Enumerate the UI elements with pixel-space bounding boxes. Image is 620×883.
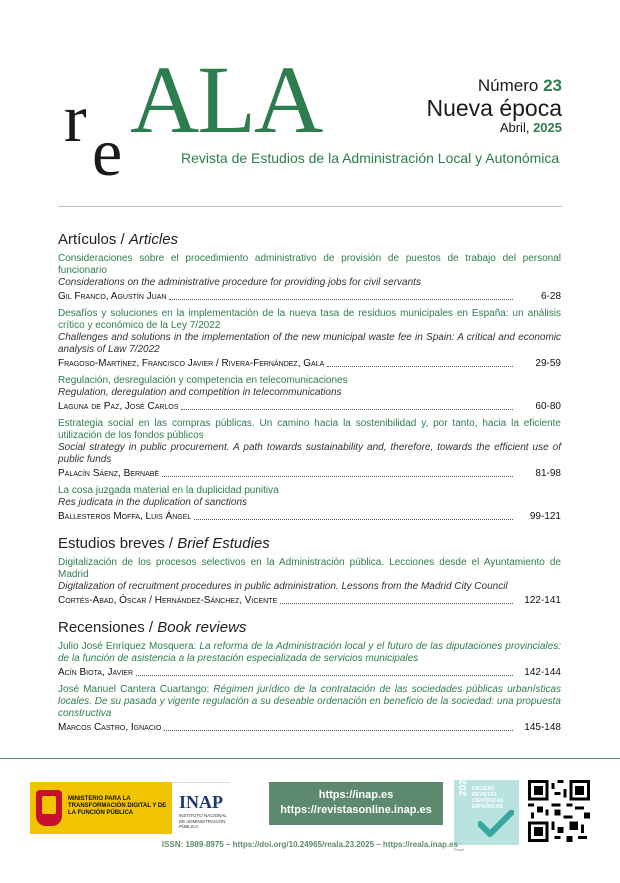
author-line (58, 721, 561, 734)
section-articles (58, 231, 561, 523)
issue-month: Abril, (499, 120, 530, 136)
reviewed-book-author: José Manuel Cantera Cuartango: (58, 684, 214, 695)
leader-dots (136, 675, 513, 676)
checkmark-icon (478, 810, 514, 840)
leader-dots (280, 603, 513, 604)
article-authors: Ballesteros Moffa, Luis Ángel (58, 511, 192, 522)
section-book-reviews (58, 619, 561, 734)
toc-entry[interactable] (58, 375, 561, 413)
issn-doi-line: ISSN: 1989-8975 – https://doi.org/10.24965/reala.23.2025 – https://reala.inap.es (161, 840, 459, 849)
logo-ala: ALA (130, 46, 322, 153)
qr-code-icon[interactable] (528, 780, 590, 842)
logo-letter-r: r (64, 80, 87, 156)
issue-number-line (426, 76, 562, 96)
section-brief-studies (58, 535, 561, 607)
article-authors: Laguna de Paz, José Carlos (58, 401, 179, 412)
seal-caption: Fecyt (454, 847, 464, 852)
author-line (58, 594, 561, 607)
article-title-es[interactable]: La cosa juzgada material en la duplicidad punitiva (58, 485, 279, 496)
ministry-name: MINISTERIO PARA LA TRANSFORMACIÓN DIGITAL Y DE LA FUNCIÓN PÚBLICA (68, 796, 167, 816)
table-of-contents (58, 231, 561, 742)
leader-dots (164, 730, 513, 731)
seal-text: CALIDAD REVISTAS CIENTÍFICAS ESPAÑOLAS (472, 786, 504, 810)
issue-epoch: Nueva época (426, 95, 562, 121)
url-box (269, 782, 443, 825)
leader-dots (181, 409, 513, 410)
article-pages: 81-98 (535, 468, 561, 479)
article-pages: 6-28 (540, 291, 561, 302)
review-title[interactable] (58, 641, 561, 665)
leader-dots (327, 366, 513, 367)
reviewed-book-author: Julio José Enríquez Mosquera: (58, 641, 200, 652)
reviewed-book-title: Régimen jurídico de la contratación de las sociedades públicas urbanísticas locales. De su pasada y vigente regulación a su deseable ordenación en beneficio de la sociedad: una propuesta constructiva (58, 684, 561, 719)
section-title-brief: Estudios breves / Brief Estudies (58, 535, 270, 552)
toc-entry[interactable] (58, 557, 561, 607)
article-authors: Fragoso-Martínez, Francisco Javier / Rivera-Fernández, Gala (58, 358, 325, 369)
section-title-articles: Artículos / Articles (58, 231, 179, 248)
article-title-es[interactable]: Regulación, desregulación y competencia en telecomunicaciones (58, 375, 348, 386)
article-pages: 29-59 (535, 358, 561, 369)
article-authors: Gil Franco, Agustín Juan (58, 291, 167, 302)
article-title-en: Social strategy in public procurement. A path towards sustainability and, therefore, towards the efficient use of public funds (58, 442, 561, 465)
author-line (58, 666, 561, 679)
revistas-url-link[interactable]: https://revistasonline.inap.es (280, 804, 432, 816)
reviewed-book-title: La reforma de la Administración local y el futuro de las diputaciones provinciales: de la función de asistencia a la prestación especializada de servicios municipales (58, 641, 561, 664)
article-title-en: Digitalization of recruitment procedures in public administration. Lessons from the Madrid City Council (58, 581, 508, 592)
article-title-es[interactable]: Desafíos y soluciones en la implementación de la nueva tasa de residuos municipales en España: un análisis crítico y económico de la Ley 7/2022 (58, 308, 561, 331)
toc-entry[interactable] (58, 253, 561, 303)
toc-entry[interactable] (58, 308, 561, 370)
inap-url-link[interactable]: https://inap.es (318, 789, 394, 801)
author-line (58, 400, 561, 413)
leader-dots (162, 476, 513, 477)
header-divider (58, 206, 562, 207)
inap-subtitle: INSTITUTO NACIONAL DE ADMINISTRACIÓN PÚBLICA (179, 813, 227, 829)
article-title-es[interactable]: Digitalización de los procesos selectivos en la Administración pública. Lecciones desde el Ayuntamiento de Madrid (58, 557, 561, 580)
article-title-en: Considerations on the administrative procedure for providing jobs for civil servants (58, 277, 421, 288)
author-line (58, 357, 561, 370)
author-line (58, 510, 561, 523)
article-pages: 60-80 (535, 401, 561, 412)
ministry-logo (30, 782, 230, 834)
leader-dots (169, 299, 513, 300)
article-title-en: Regulation, deregulation and competition in telecommunications (58, 387, 342, 398)
leader-dots (194, 519, 513, 520)
article-title-en: Res judicata in the duplication of sanctions (58, 497, 248, 508)
issue-date (426, 120, 562, 135)
journal-subtitle: Revista de Estudios de la Administración Local y Autonómica (181, 150, 560, 166)
issue-label: Número (477, 76, 539, 95)
footer-divider (0, 758, 620, 759)
article-authors: Palacín Sáenz, Bernabé (58, 468, 160, 479)
review-pages: 142-144 (524, 667, 561, 678)
article-pages: 122-141 (524, 595, 561, 606)
author-line (58, 467, 561, 480)
toc-entry[interactable] (58, 418, 561, 480)
section-title-reviews: Recensiones / Book reviews (58, 619, 247, 636)
inap-logo: INAP (179, 792, 223, 812)
toc-entry[interactable] (58, 485, 561, 523)
review-title[interactable] (58, 684, 561, 720)
footer (0, 760, 620, 883)
toc-entry[interactable] (58, 684, 561, 734)
seal-year: 2024 (458, 773, 469, 796)
issue-number: 23 (543, 76, 562, 95)
article-title-es[interactable]: Estrategia social en las compras públicas. Un camino hacia la sostenibilidad y, por tanto, hacia la eficiente utilización de los fondos públicos (58, 418, 561, 441)
spain-crest-icon (36, 790, 62, 826)
article-pages: 99-121 (529, 511, 561, 522)
logo-letter-e: e (92, 114, 123, 190)
article-title-en: Challenges and solutions in the implementation of the new municipal waste fee in Spain: A critical and economic analysis of Law 7/2022 (58, 332, 561, 355)
review-pages: 145-148 (524, 722, 561, 733)
toc-entry[interactable] (58, 641, 561, 679)
article-authors: Cortés-Abad, Óscar / Hernández-Sánchez, Vicente (58, 595, 278, 606)
quality-seal (454, 773, 519, 845)
issue-year: 2025 (533, 120, 562, 136)
review-authors: Acín Biota, Javier (58, 667, 134, 678)
issue-info (426, 76, 562, 135)
author-line (58, 290, 561, 303)
article-title-es[interactable]: Consideraciones sobre el procedimiento administrativo de provisión de puestos de trabajo del personal funcionario (58, 253, 561, 276)
review-authors: Marcos Castro, Ignacio (58, 722, 162, 733)
